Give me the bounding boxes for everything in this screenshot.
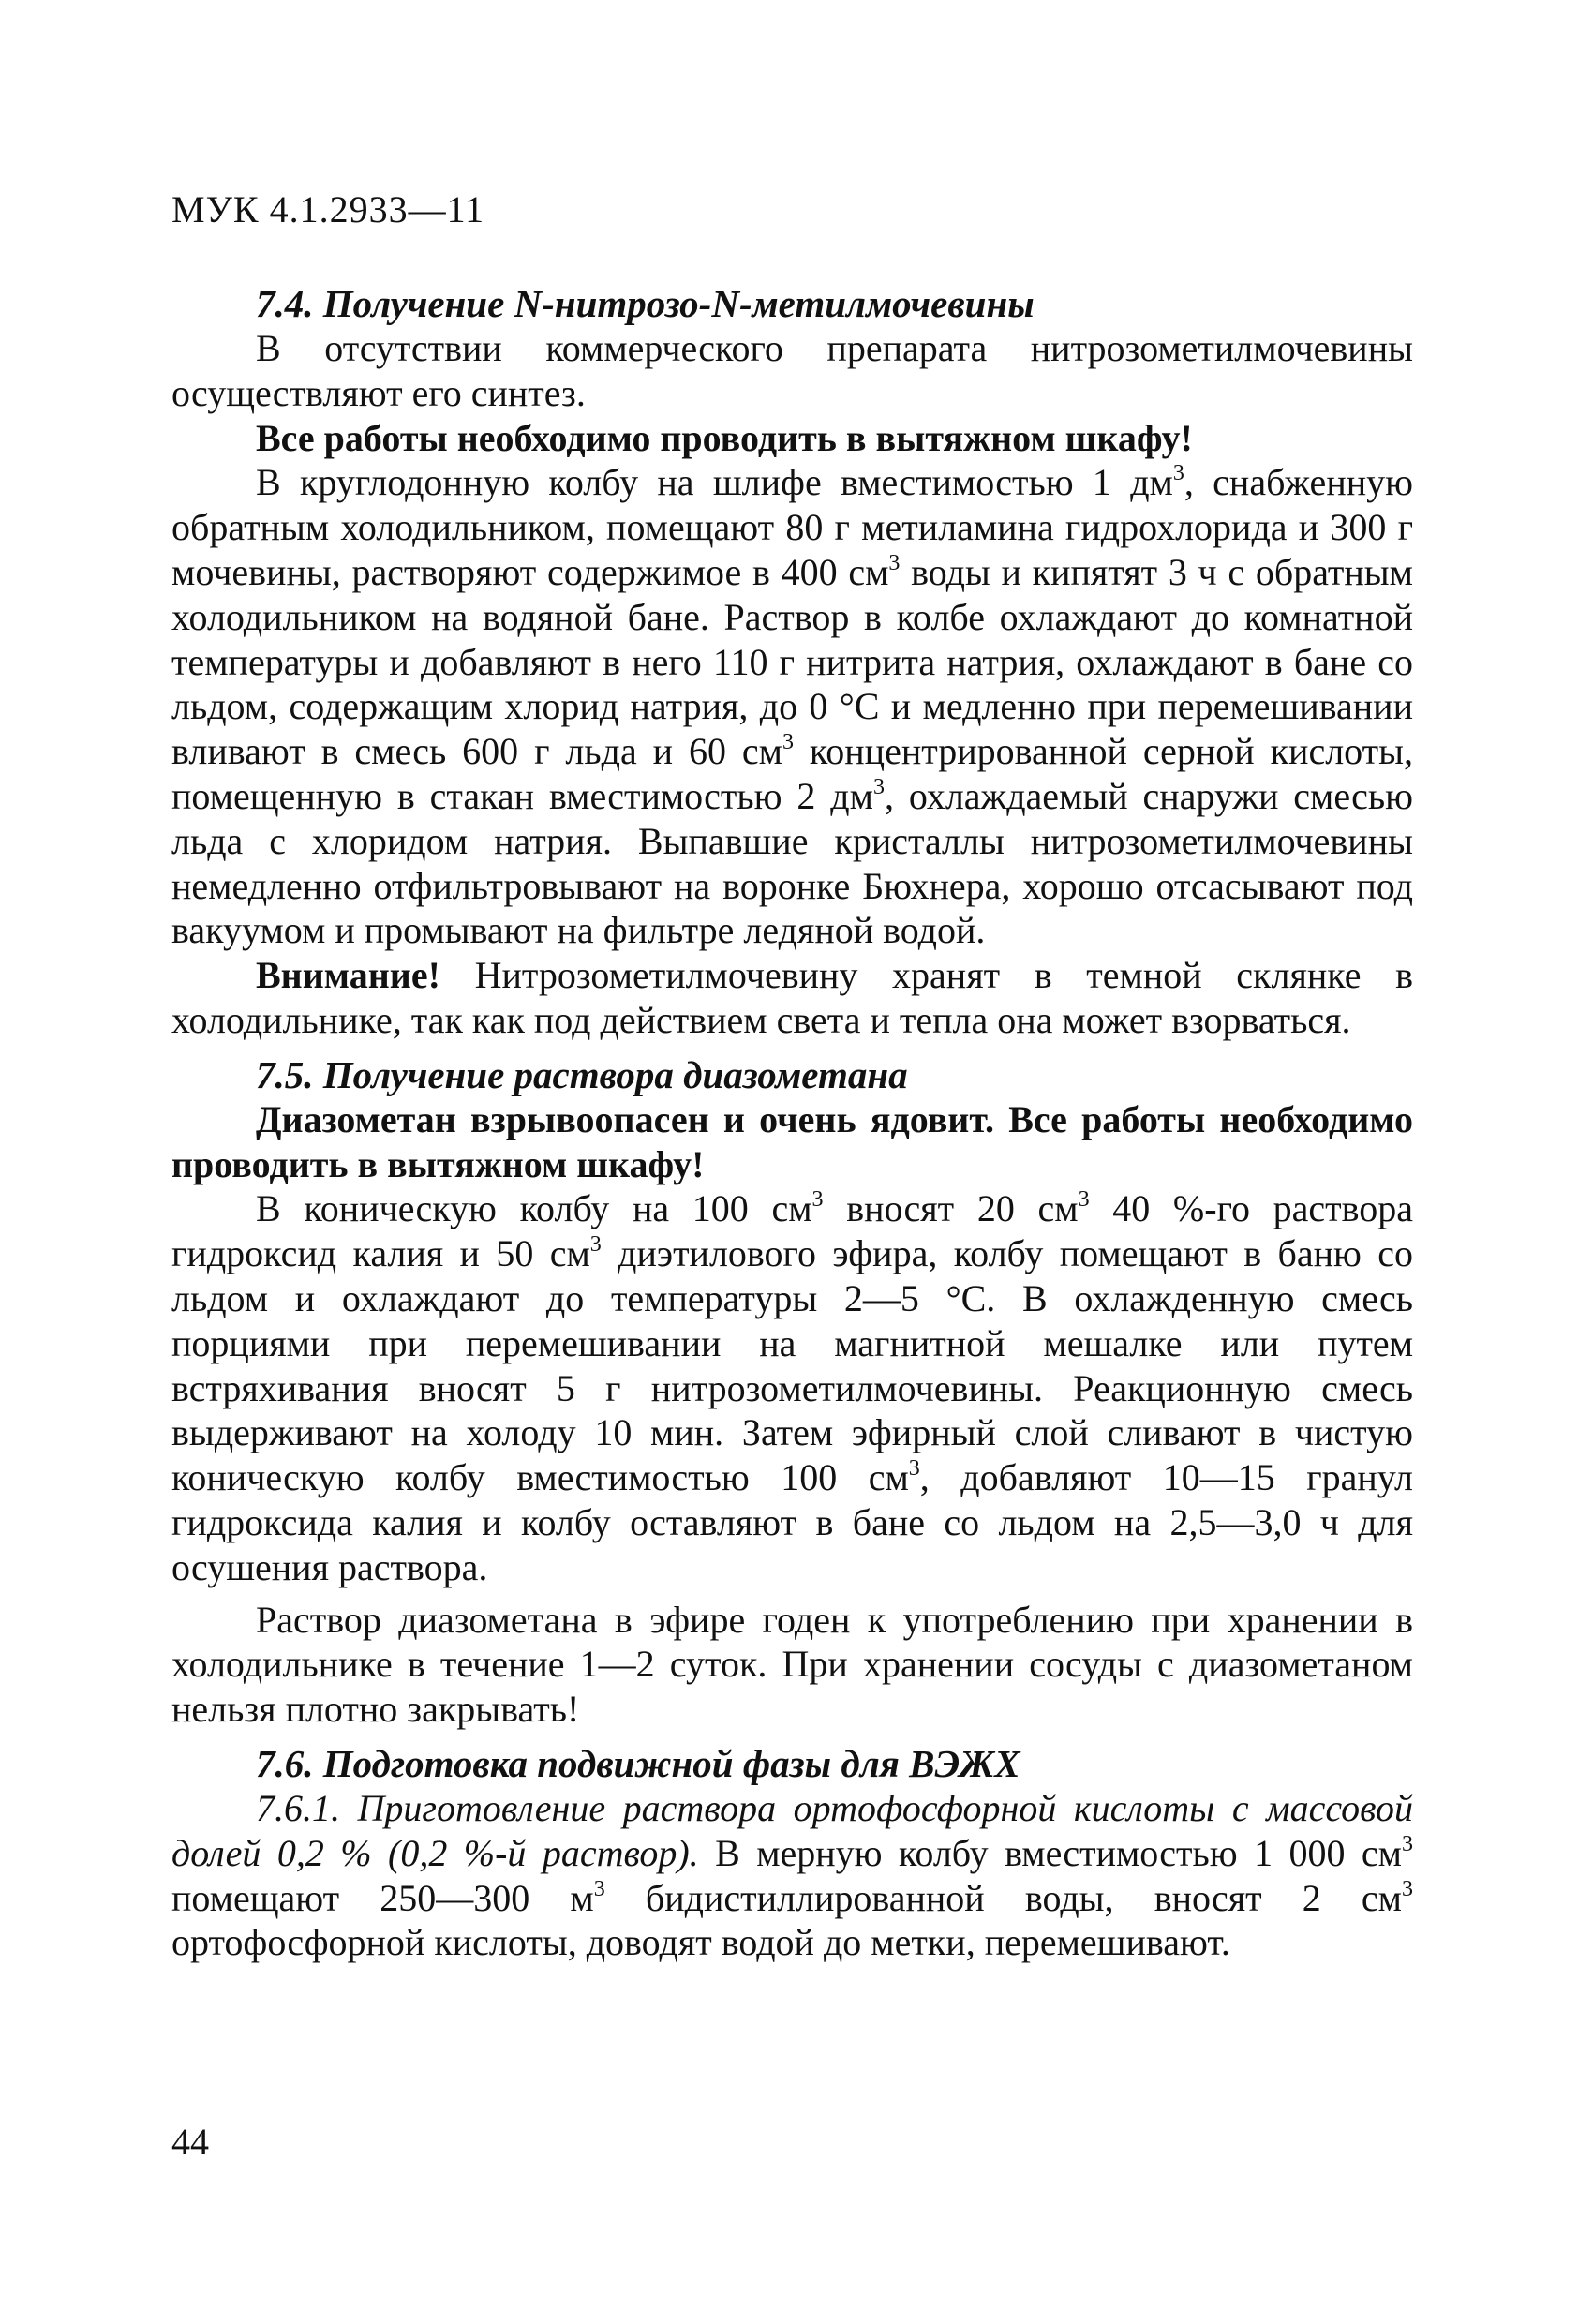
safety-warning: Диазометан взрывоопасен и очень ядовит. Все работы необходимо проводить в вытяжном шкафу! — [171, 1097, 1413, 1185]
attention-paragraph: Внимание! Нитрозометилмочевину хранят в темной склянке в холодильнике, так как под действием света и тепла она может взорваться. — [171, 954, 1413, 1041]
page-content — [171, 281, 1413, 1965]
paragraph: В коническую колбу на 100 $см^3$ вносят 20 $см^3$ 40 %-го раствора гидроксид калия и 50 $см^3$ диэтилового эфира, колбу помещают в баню со льдом и охлаждают до температуры 2—5 °С. В охлажденную смесь порциями при перемешивании на магнитной мешалке или путем встряхивания вносят 5 г нитрозометилмочевины. Реакционную смесь выдерживают на холоду 10 мин. Затем эфирный слой сливают в чистую коническую колбу вместимостью 100 $см^3$, добавляют 10—15 гранул гидроксида калия и колбу оставляют в бане со льдом на 2,5—3,0 ч для осушения раствора. — [171, 1187, 1414, 1588]
paragraph: В круглодонную колбу на шлифе вместимостью 1 $дм^3$, снабженную обратным холодильником, помещают 80 г метиламина гидрохлорида и 300 г мочевины, растворяют содержимое в 400 $см^3$ воды и кипятят 3 ч с обратным холодильником на водяной бане. Раствор в колбе охлаждают до комнатной температуры и добавляют в него 110 г нитрита натрия, охлаждают в бане со льдом, содержащим хлорид натрия, до 0 °С и медленно при перемешивании вливают в смесь 600 г льда и 60 $см^3$ концентрированной серной кислоты, помещенную в стакан вместимостью 2 $дм^3$, охлаждаемый снаружи смесью льда с хлоридом натрия. Выпавшие кристаллы нитрозометилмочевины немедленно отфильтровывают на воронке Бюхнера, хорошо отсасывают под вакуумом и промывают на фильтре ледяной водой. — [171, 461, 1414, 952]
page-number: 44 — [171, 2121, 209, 2163]
section-heading-7-4: 7.4. Получение N-нитрозо-N-метилмочевины — [256, 282, 1035, 325]
paragraph: В отсутствии коммерческого препарата нитрозометилмочевины осуществляют его синтез. — [171, 327, 1413, 414]
safety-warning: Все работы необходимо проводить в вытяжном шкафу! — [256, 416, 1193, 459]
attention-label: Внимание! — [256, 954, 440, 997]
section-heading-7-5: 7.5. Получение раствора диазометана — [256, 1052, 908, 1096]
section-heading-7-6: 7.6. Подготовка подвижной фазы для ВЭЖХ — [256, 1741, 1020, 1785]
subsection-label: 7.6.1. Приготовление раствора ортофосфорной кислоты с массовой долей 0,2 % (0,2 %-й раствор). — [171, 1786, 1413, 1874]
paragraph: Раствор диазометана в эфире годен к употреблению при хранении в холодильнике в течение 1—2 суток. При хранении сосуды с диазометаном нельзя плотно закрывать! — [171, 1598, 1413, 1731]
document-code: МУК 4.1.2933—11 — [171, 188, 485, 231]
paragraph: 7.6.1. Приготовление раствора ортофосфорной кислоты с массовой долей 0,2 % (0,2 %-й раствор). В мерную колбу вместимостью 1 000 $см^3$ помещают 250—300 $м^3$ бидистиллированной воды, вносят 2 $см^3$ ортофосфорной кислоты, доводят водой до метки, перемешивают. — [171, 1786, 1413, 1964]
